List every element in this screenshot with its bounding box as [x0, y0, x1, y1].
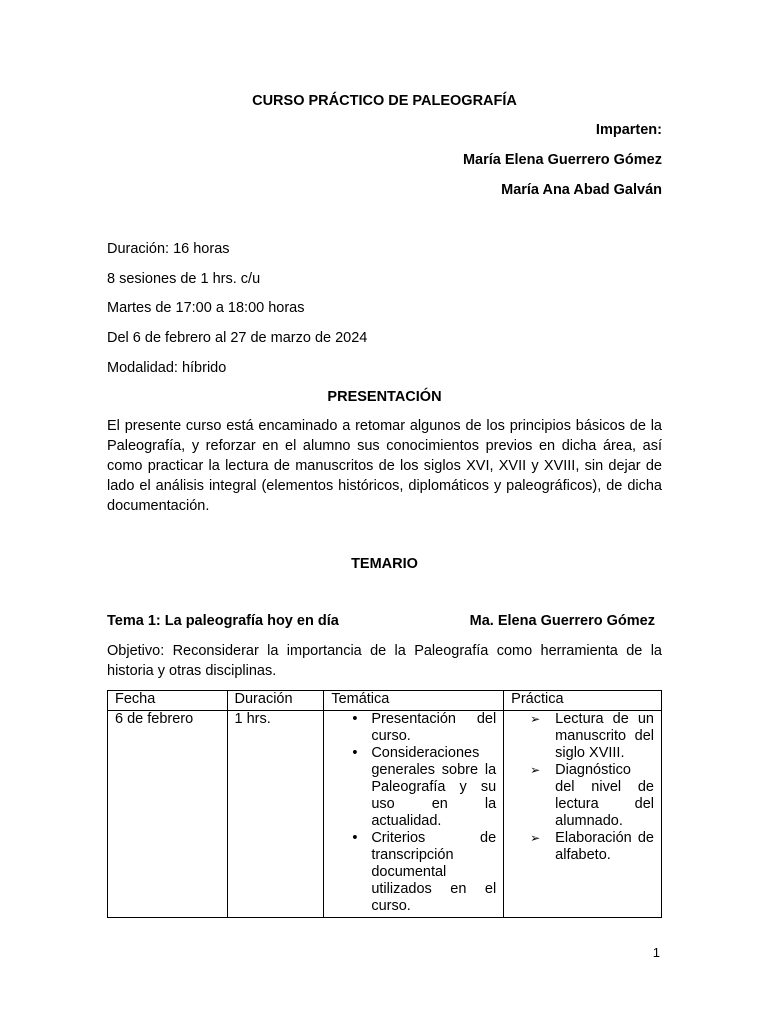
- instructor-name: María Ana Abad Galván: [501, 182, 662, 198]
- presentation-text: El presente curso está encaminado a retomar algunos de los principios básicos de la Paleografía, y reforzar en el alumno sus conocimientos previos en dicha área, así como practicar la lectura de manuscritos de los siglos XVI, XVII y XVIII, sin dejar de lado el análisis integral (elementos históricos, diplomáticos y paleográficos), de dicha documentación.: [107, 418, 662, 514]
- arrow-bullet-icon: ➢: [530, 831, 541, 845]
- detail-modality: Modalidad: híbrido: [107, 360, 227, 376]
- tematica-list: [331, 711, 496, 915]
- instructors-label: Imparten:: [595, 122, 662, 138]
- list-item: • Consideraciones generales sobre la Paleografía y su uso en la actualidad.: [352, 745, 497, 829]
- cell-fecha: 6 de febrero: [108, 711, 228, 918]
- cell-practica: [504, 711, 662, 918]
- detail-dates: Del 6 de febrero al 27 de marzo de 2024: [107, 330, 368, 346]
- cell-duracion: 1 hrs.: [227, 711, 324, 918]
- header-duracion: Duración: [227, 691, 324, 711]
- arrow-bullet-icon: ➢: [530, 712, 541, 726]
- tema-header: [107, 612, 662, 630]
- presentation-heading: PRESENTACIÓN: [327, 389, 442, 405]
- temario-heading: TEMARIO: [351, 556, 418, 572]
- tema-instructor: Ma. Elena Guerrero Gómez: [469, 613, 655, 629]
- bullet-dot-icon: •: [352, 830, 358, 846]
- document-page: [107, 0, 662, 1024]
- practica-list: [511, 711, 654, 864]
- detail-sessions: 8 sesiones de 1 hrs. c/u: [107, 271, 261, 287]
- page-number: 1: [652, 945, 660, 960]
- header-tematica: Temática: [324, 691, 504, 711]
- detail-duration: Duración: 16 horas: [107, 241, 230, 257]
- arrow-bullet-icon: ➢: [530, 763, 541, 777]
- tema-title: Tema 1: La paleografía hoy en día: [107, 613, 339, 629]
- list-item: ➢ Elaboración de alfabeto.: [530, 830, 654, 863]
- table-header-row: [108, 691, 662, 711]
- cell-tematica: [324, 711, 504, 918]
- header-fecha: Fecha: [108, 691, 228, 711]
- header-practica: Práctica: [504, 691, 662, 711]
- table-row: [108, 711, 662, 918]
- list-item: ➢ Lectura de un manuscrito del siglo XVIII.: [530, 711, 654, 761]
- instructor-name: María Elena Guerrero Gómez: [462, 152, 662, 168]
- document-title: CURSO PRÁCTICO DE PALEOGRAFÍA: [252, 93, 517, 109]
- tema-schedule-table: [107, 690, 662, 918]
- list-item: ➢ Diagnóstico del nivel de lectura del alumnado.: [530, 762, 654, 829]
- list-item: • Presentación del curso.: [352, 711, 497, 744]
- detail-schedule: Martes de 17:00 a 18:00 horas: [107, 300, 305, 316]
- list-item: • Criterios de transcripción documental utilizados en el curso.: [352, 830, 497, 914]
- tema-objective: Objetivo: Reconsiderar la importancia de la Paleografía como herramienta de la historia y otras disciplinas.: [107, 643, 662, 679]
- bullet-dot-icon: •: [352, 711, 358, 727]
- bullet-dot-icon: •: [352, 745, 358, 761]
